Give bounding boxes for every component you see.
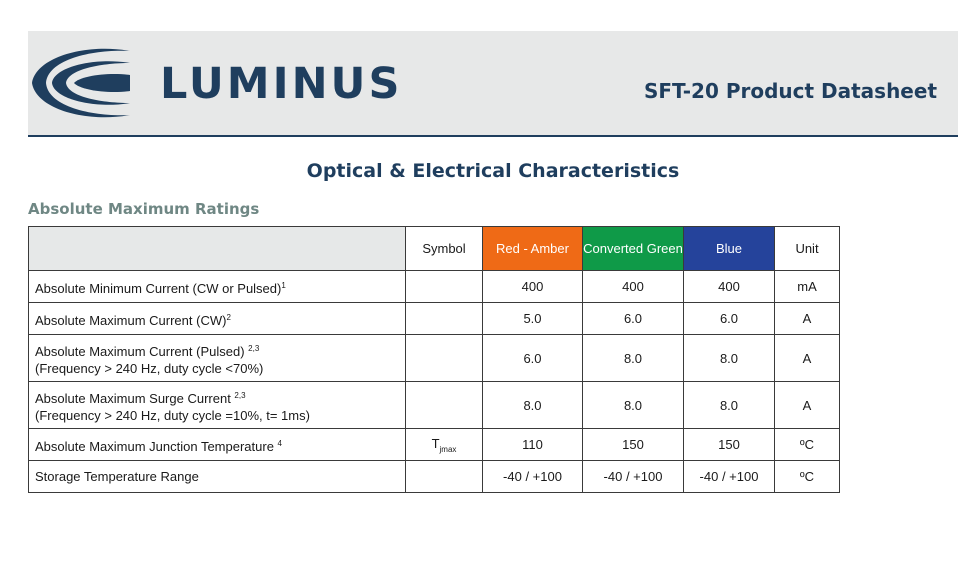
- header-converted-green: Converted Green: [583, 227, 684, 271]
- header-red-amber: Red - Amber: [483, 227, 583, 271]
- header-unit: Unit: [775, 227, 840, 271]
- table-row: [29, 271, 840, 303]
- parameter-name: Storage Temperature Range: [35, 469, 199, 484]
- red-amber-value: 5.0: [483, 303, 583, 335]
- footnote-ref: 2: [226, 312, 231, 322]
- footnote-ref: 2,3: [234, 390, 246, 400]
- ratings-table: [28, 226, 840, 493]
- blue-value: 8.0: [684, 335, 775, 382]
- table-row: [29, 429, 840, 461]
- symbol-cell: [406, 382, 483, 429]
- symbol-subscript: jmax: [439, 444, 457, 454]
- symbol-main: T: [431, 435, 440, 451]
- symbol-cell: [406, 303, 483, 335]
- symbol-cell: [406, 429, 483, 461]
- footnote-ref: 2,3: [248, 343, 260, 353]
- parameter-cell: [29, 461, 406, 493]
- datasheet-header: [28, 31, 958, 137]
- footnote-ref: 4: [277, 438, 282, 448]
- unit-cell: A: [775, 335, 840, 382]
- parameter-cell: [29, 382, 406, 429]
- parameter-condition: (Frequency > 240 Hz, duty cycle =10%, t= 1ms): [35, 407, 310, 423]
- blue-value: -40 / +100: [684, 461, 775, 493]
- parameter-cell: [29, 271, 406, 303]
- unit-cell: ºC: [775, 461, 840, 493]
- parameter-name: Absolute Maximum Current (CW): [35, 312, 227, 328]
- red-amber-value: 110: [483, 429, 583, 461]
- red-amber-value: -40 / +100: [483, 461, 583, 493]
- section-title: Optical & Electrical Characteristics: [306, 160, 680, 182]
- table-header-row: [29, 227, 840, 271]
- unit-cell: mA: [775, 271, 840, 303]
- table-row: [29, 303, 840, 335]
- table-row: [29, 382, 840, 429]
- converted-green-value: 8.0: [583, 335, 684, 382]
- parameter-cell: [29, 429, 406, 461]
- parameter-name: Absolute Minimum Current (CW or Pulsed): [35, 280, 282, 296]
- table-row: [29, 335, 840, 382]
- subsection-title: Absolute Maximum Ratings: [28, 200, 260, 218]
- unit-cell: ºC: [775, 429, 840, 461]
- converted-green-value: 6.0: [583, 303, 684, 335]
- converted-green-value: 400: [583, 271, 684, 303]
- red-amber-value: 400: [483, 271, 583, 303]
- parameter-name: Absolute Maximum Junction Temperature: [35, 438, 278, 454]
- unit-cell: A: [775, 382, 840, 429]
- blue-value: 150: [684, 429, 775, 461]
- red-amber-value: 8.0: [483, 382, 583, 429]
- header-parameter: [29, 227, 406, 271]
- parameter-name: Absolute Maximum Surge Current: [35, 390, 235, 406]
- header-symbol: Symbol: [406, 227, 483, 271]
- blue-value: 6.0: [684, 303, 775, 335]
- symbol-cell: [406, 271, 483, 303]
- symbol-cell: [406, 335, 483, 382]
- parameter-cell: [29, 303, 406, 335]
- table-row: [29, 461, 840, 493]
- converted-green-value: 150: [583, 429, 684, 461]
- parameter-cell: [29, 335, 406, 382]
- document-title: SFT-20 Product Datasheet: [643, 79, 937, 103]
- symbol-cell: [406, 461, 483, 493]
- unit-cell: A: [775, 303, 840, 335]
- footnote-ref: 1: [281, 280, 286, 290]
- blue-value: 400: [684, 271, 775, 303]
- converted-green-value: -40 / +100: [583, 461, 684, 493]
- header-blue: Blue: [684, 227, 775, 271]
- blue-value: 8.0: [684, 382, 775, 429]
- parameter-condition: (Frequency > 240 Hz, duty cycle <70%): [35, 360, 264, 376]
- red-amber-value: 6.0: [483, 335, 583, 382]
- parameter-name: Absolute Maximum Current (Pulsed): [35, 343, 249, 359]
- converted-green-value: 8.0: [583, 382, 684, 429]
- brand-name: LUMINUS: [160, 59, 403, 109]
